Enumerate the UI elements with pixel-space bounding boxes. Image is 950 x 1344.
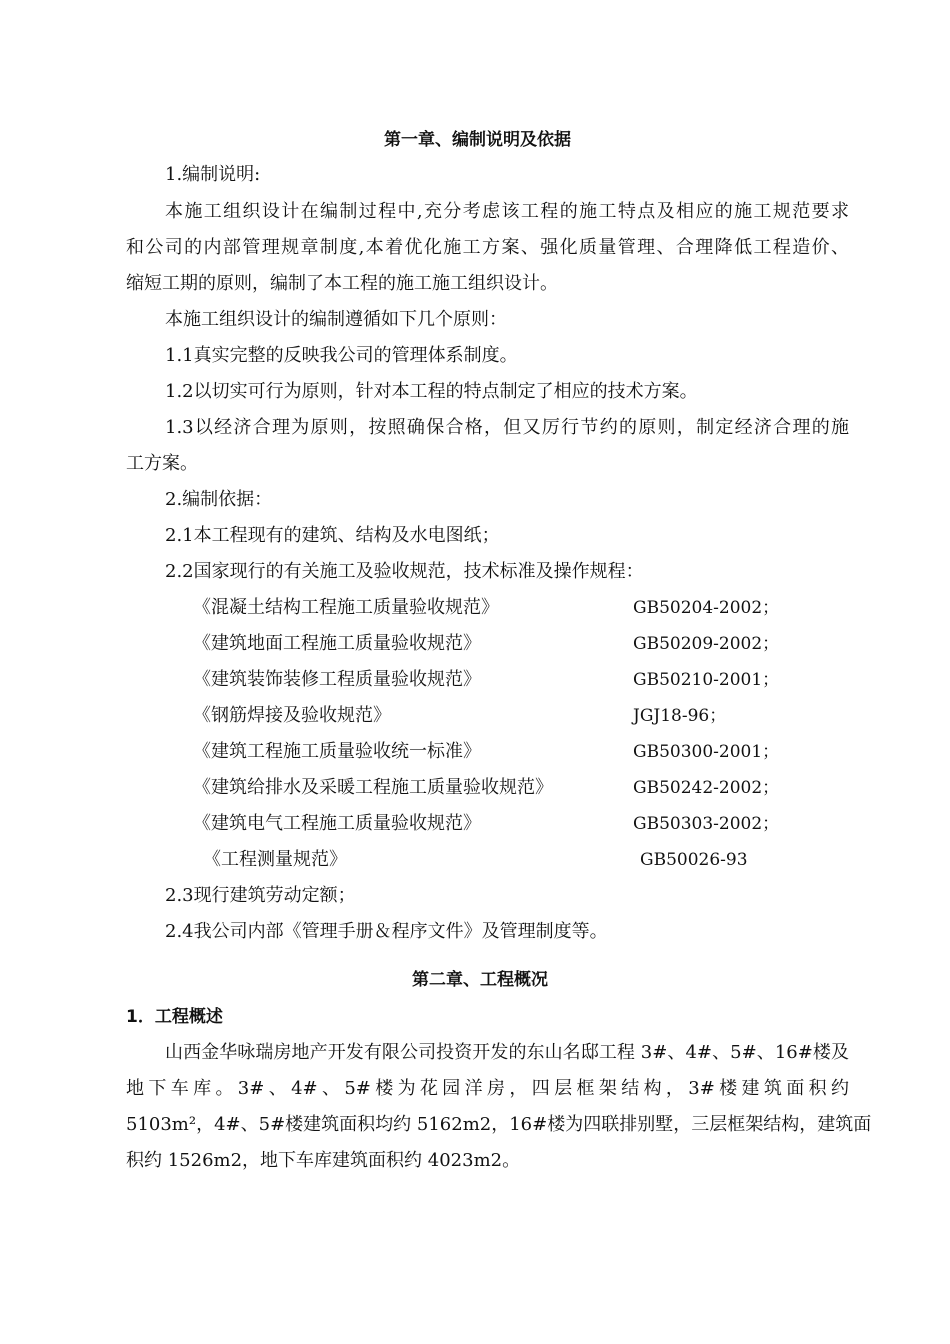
principle-item: 1.2以切实可行为原则，针对本工程的特点制定了相应的技术方案。 [165, 381, 698, 402]
standard-name: 《工程测量规范》 [203, 849, 347, 870]
paragraph-line: 本施工组织设计在编制过程中,充分考虑该工程的施工特点及相应的施工规范要求 [165, 201, 849, 222]
standard-code: GB50300-2001； [633, 742, 780, 762]
standard-name: 《建筑给排水及采暖工程施工质量验收规范》 [193, 777, 553, 798]
overview-line: 山西金华咏瑞房地产开发有限公司投资开发的东山名邸工程 3#、4#、5#、16#楼及 [165, 1042, 849, 1063]
standard-name: 《建筑地面工程施工质量验收规范》 [193, 633, 481, 654]
overview-line: 5103m²，4#、5#楼建筑面积均约 5162m2，16#楼为四联排别墅，三层框架结构，建筑面 [126, 1114, 872, 1135]
principle-item-cont: 工方案。 [126, 453, 198, 474]
basis-item: 2.4我公司内部《管理手册＆程序文件》及管理制度等。 [165, 921, 608, 942]
chapter2-title: 第二章、工程概况 [412, 970, 548, 990]
standard-code: GB50204-2002； [633, 598, 780, 618]
standard-code: GB50209-2002； [633, 634, 780, 654]
standard-name: 《建筑电气工程施工质量验收规范》 [193, 813, 481, 834]
chapter2-section-heading: 1．工程概述 [126, 1007, 223, 1027]
basis-item: 2.1本工程现有的建筑、结构及水电图纸； [165, 525, 500, 546]
standard-code: GB50303-2002； [633, 814, 780, 834]
standard-name: 《建筑工程施工质量验收统一标准》 [193, 741, 481, 762]
chapter1-title: 第一章、编制说明及依据 [384, 130, 571, 150]
standard-name: 《钢筋焊接及验收规范》 [193, 705, 391, 726]
overview-line: 积约 1526m2，地下车库建筑面积约 4023m2。 [126, 1150, 521, 1171]
basis-item: 2.2国家现行的有关施工及验收规范，技术标准及操作规程： [165, 561, 644, 582]
standard-name: 《混凝土结构工程施工质量验收规范》 [193, 597, 499, 618]
basis-item: 2.3现行建筑劳动定额； [165, 885, 356, 906]
principle-item: 1.1真实完整的反映我公司的管理体系制度。 [165, 345, 518, 366]
paragraph-line: 缩短工期的原则，编制了本工程的施工施工组织设计。 [126, 273, 558, 294]
paragraph: 本施工组织设计的编制遵循如下几个原则： [165, 309, 507, 330]
standard-code: JGJ18-96； [633, 706, 727, 726]
standard-name: 《建筑装饰装修工程质量验收规范》 [193, 669, 481, 690]
overview-line: 地下车库。3#、4#、5#楼为花园洋房，四层框架结构，3#楼建筑面积约 [126, 1078, 849, 1099]
standard-code: GB50210-2001； [633, 670, 780, 690]
principle-item: 1.3以经济合理为原则，按照确保合格，但又厉行节约的原则，制定经济合理的施 [165, 417, 849, 438]
section1-heading: 1.编制说明: [165, 164, 261, 185]
paragraph-line: 和公司的内部管理规章制度,本着优化施工方案、强化质量管理、合理降低工程造价、 [126, 237, 849, 258]
section2-heading: 2.编制依据： [165, 489, 273, 510]
standard-code: GB50242-2002； [633, 778, 780, 798]
standard-code: GB50026-93 [640, 850, 748, 870]
